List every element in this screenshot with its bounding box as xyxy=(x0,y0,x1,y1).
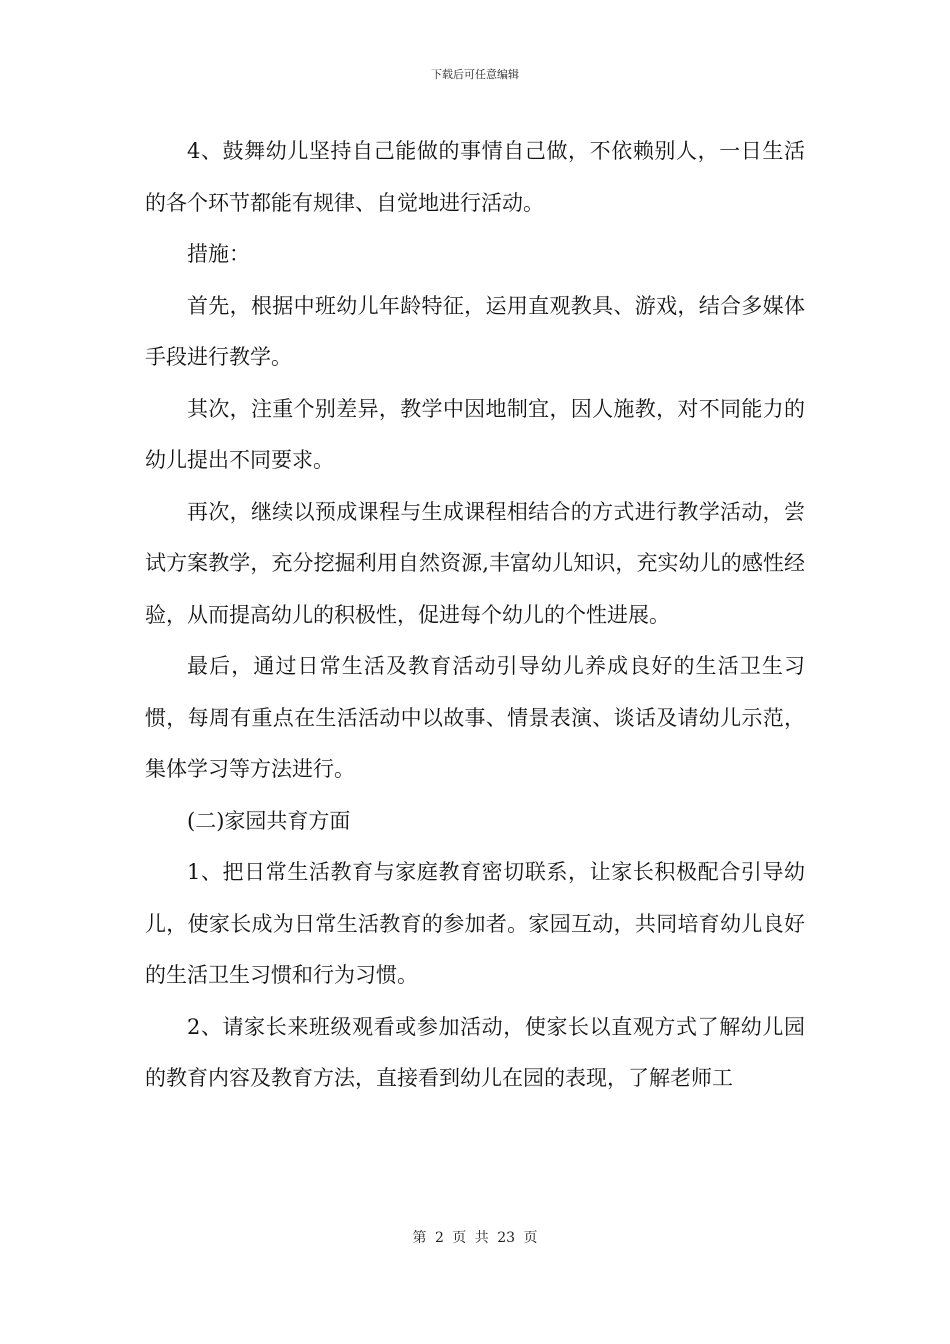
paragraph-last: 最后，通过日常生活及教育活动引导幼儿养成良好的生活卫生习惯，每周有重点在生活活动中以故事、情景表演、谈话及请幼儿示范，集体学习等方法进行。 xyxy=(145,654,805,781)
document-body xyxy=(145,126,805,1105)
paragraph-first: 首先，根据中班幼儿年龄特征，运用直观教具、游戏，结合多媒体手段进行教学。 xyxy=(145,293,805,369)
paragraph-measures-heading: 措施： xyxy=(187,242,250,266)
paragraph-item-4: 4、鼓舞幼儿坚持自己能做的事情自己做，不依赖别人，一日生活的各个环节都能有规律、自觉地进行活动。 xyxy=(145,139,805,215)
page-footer: 第 2 页 共 23 页 xyxy=(412,1230,538,1246)
page-header: 下载后可任意编辑 xyxy=(431,68,519,81)
section-heading-home-school: (二)家园共育方面 xyxy=(187,808,351,833)
paragraph-third: 再次，继续以预成课程与生成课程相结合的方式进行教学活动，尝试方案教学，充分挖掘利用自然资源,丰富幼儿知识，充实幼儿的感性经验，从而提高幼儿的积极性，促进每个幼儿的个性进展。 xyxy=(145,499,805,627)
paragraph-home-item-2: 2、请家长来班级观看或参加活动，使家长以直观方式了解幼儿园的教育内容及教育方法，直接看到幼儿在园的表现，了解老师工 xyxy=(145,1014,805,1090)
paragraph-home-item-1: 1、把日常生活教育与家庭教育密切联系，让家长积极配合引导幼儿，使家长成为日常生活教育的参加者。家园互动，共同培育幼儿良好的生活卫生习惯和行为习惯。 xyxy=(145,860,805,987)
paragraph-second: 其次，注重个别差异，教学中因地制宜，因人施教，对不同能力的幼儿提出不同要求。 xyxy=(145,396,805,472)
